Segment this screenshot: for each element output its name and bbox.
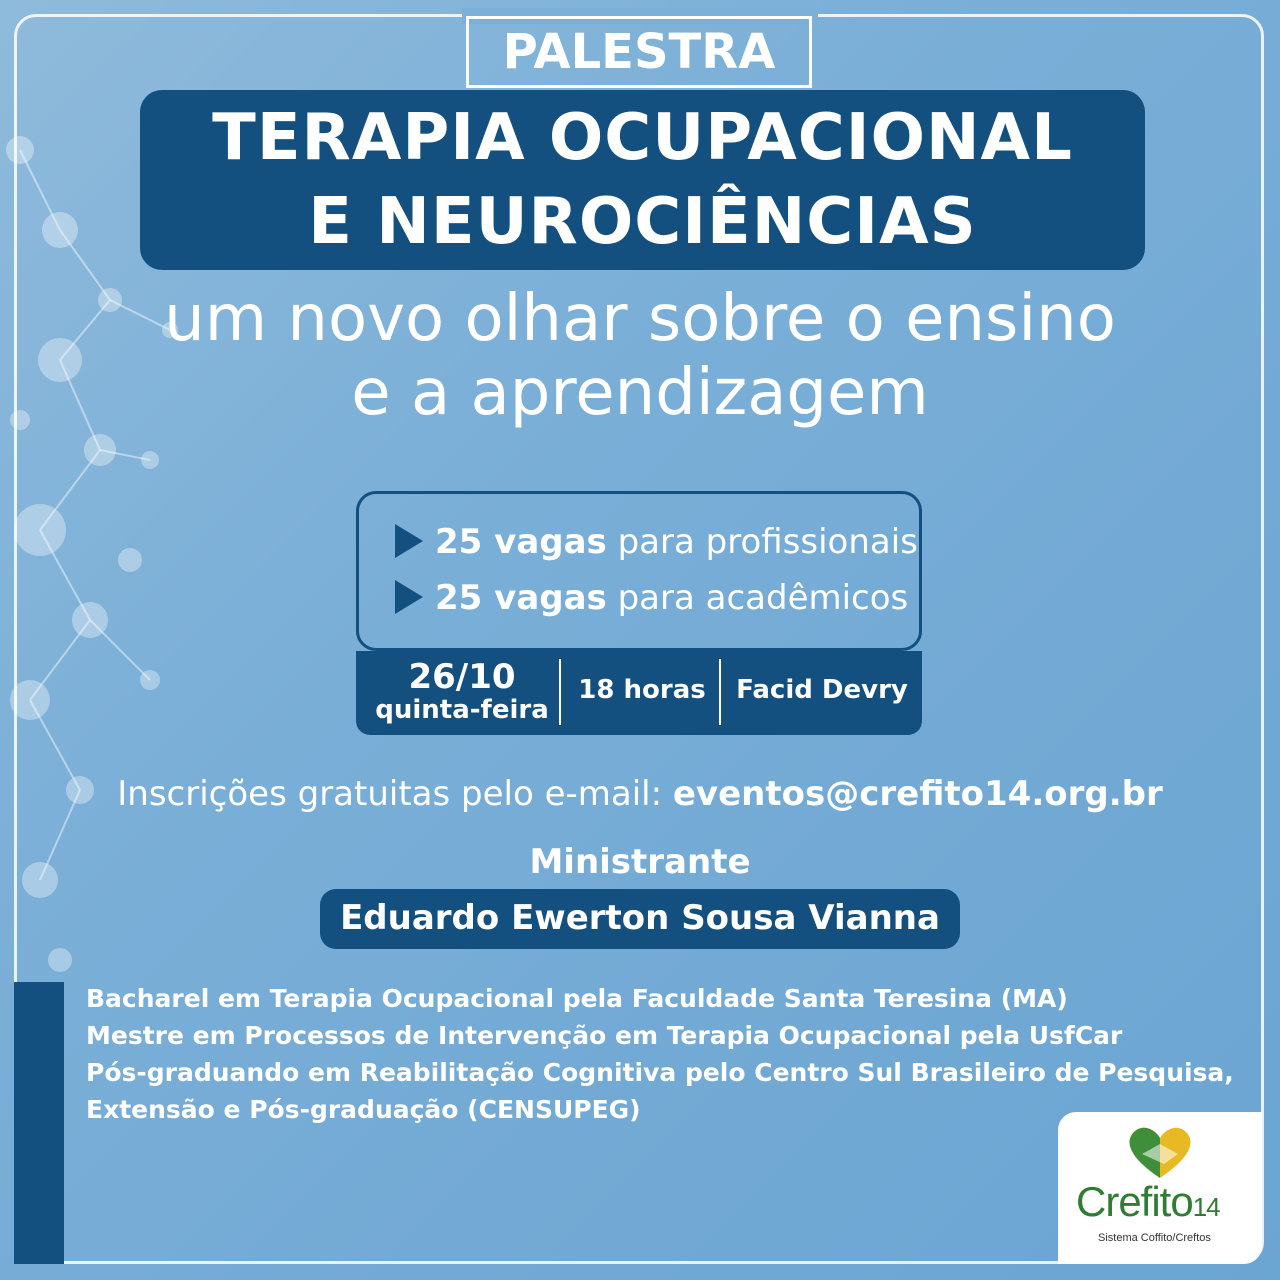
vaga-item-professionals [395,522,918,562]
logo-number: 14 [1192,1192,1220,1222]
vaga-text: para acadêmicos [606,578,909,618]
subtitle-line-2: e a aprendizagem [351,356,929,430]
logo-word: Crefito [1076,1178,1193,1225]
logo-tagline: Sistema Coffito/Creftos [1098,1232,1211,1244]
title-banner [140,90,1145,270]
vaga-item-students [395,578,908,618]
divider [559,659,561,725]
speaker-name: Eduardo Ewerton Sousa Vianna [320,889,960,949]
title-line-1: TERAPIA OCUPACIONAL [212,101,1073,175]
vaga-count: 25 vagas [435,522,607,562]
subtitle-line-1: um novo olhar sobre o ensino [164,282,1116,356]
accent-bar [14,982,64,1264]
play-arrow-icon [395,524,423,558]
event-place: Facid Devry [736,675,908,705]
speaker-label: Ministrante [529,842,751,882]
registration-text: Inscrições gratuitas pelo e-mail: [117,774,673,814]
vagas-box [356,491,922,651]
bio-line: Bacharel em Terapia Ocupacional pela Faculdade Santa Teresina (MA) [86,984,1068,1013]
bio-line: Extensão e Pós-graduação (CENSUPEG) [86,1095,641,1124]
vaga-text: para profissionais [606,522,918,562]
subtitle [100,282,1180,430]
weekday-value: quinta-feira [375,695,549,725]
logo-wordmark [1076,1178,1220,1226]
date-value: 26/10 [408,657,516,697]
vaga-count: 25 vagas [435,578,607,618]
play-arrow-icon [395,580,423,614]
bio-line: Pós-graduando em Reabilitação Cognitiva pelo Centro Sul Brasileiro de Pesquisa, [86,1058,1234,1087]
heart-handshake-icon [1120,1120,1200,1182]
event-time: 18 horas [578,675,706,705]
registration-info [0,774,1280,814]
registration-email-link[interactable]: eventos@crefito14.org.br [672,774,1163,814]
bio-line: Mestre em Processos de Intervenção em Terapia Ocupacional pela UsfCar [86,1021,1123,1050]
event-type-label: PALESTRA [466,16,812,88]
divider [719,659,721,725]
event-info-bar [356,651,922,735]
title-line-2: E NEUROCIÊNCIAS [308,185,977,259]
crefito-logo [1058,1112,1262,1264]
event-date [372,659,552,725]
speaker-bio [86,980,1234,1128]
